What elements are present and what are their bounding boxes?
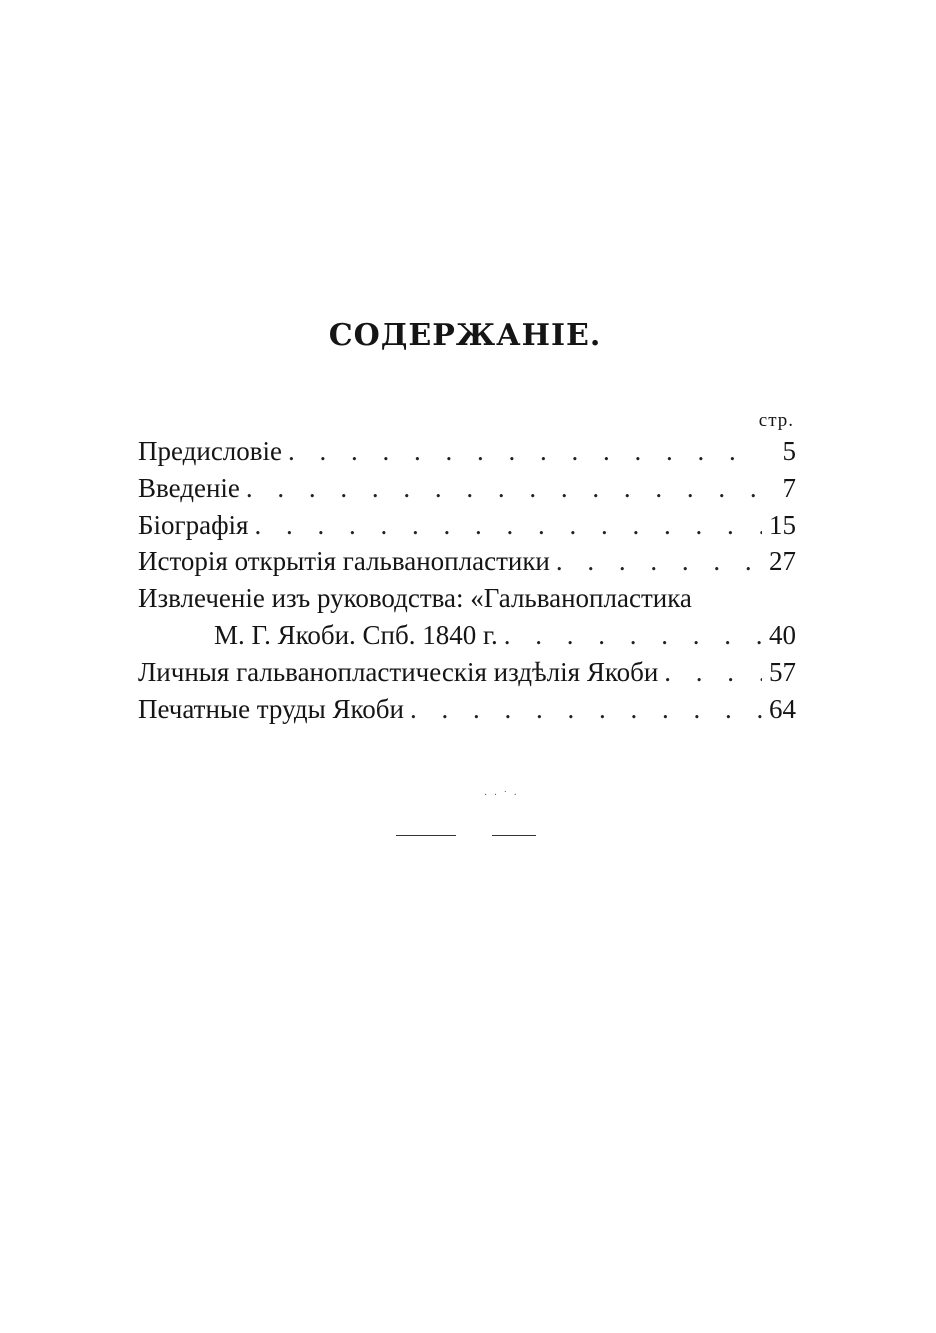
toc-entry-page: 64 [769,693,796,724]
dot-leader [504,620,762,651]
toc-entry-label: Извлеченіе изъ руководства: «Гальванопластика [138,583,692,614]
toc-entry-extract-line2 [138,620,796,657]
toc-entry-extract-line1 [138,583,796,620]
page-column-header: стр. [758,410,794,431]
closing-rule-right [492,835,536,836]
toc-entry-page: 57 [769,656,796,687]
dot-leader [410,694,762,725]
toc-entry-page: 7 [782,472,796,503]
dot-leader [288,436,762,467]
toc-entry-label: Печатные труды Якоби [138,693,404,724]
dot-leader [556,546,762,577]
toc-entry-label: Біографія [138,509,249,540]
contents-title: СОДЕРЖАНІЕ. [328,318,602,353]
dot-leader [664,657,762,688]
toc-entry-label: Личныя гальванопластическія издѣлія Якоби [138,656,659,687]
toc-entry-label: Введеніе [138,472,240,503]
dot-leader [254,510,762,541]
toc-entry-label: Исторія открытія гальванопластики [138,546,550,577]
toc-entry-biography [138,510,796,547]
toc-entry-label: Предисловіе [138,436,283,466]
dot-leader [246,473,762,504]
table-of-contents [138,436,796,730]
toc-entry-page: 40 [769,619,796,650]
toc-entry-publications [138,694,796,731]
toc-entry-page: 5 [782,436,796,466]
toc-entry-works [138,657,796,694]
closing-rule-left [396,835,456,836]
toc-entry-history [138,546,796,583]
toc-entry-introduction [138,473,796,510]
toc-entry-label: М. Г. Якоби. Спб. 1840 г. [214,619,498,650]
toc-entry-page: 27 [769,546,796,577]
toc-entry-preface [138,436,796,473]
toc-entry-page: 15 [769,509,796,540]
print-specks-decoration: · · ˙ · [484,790,519,801]
